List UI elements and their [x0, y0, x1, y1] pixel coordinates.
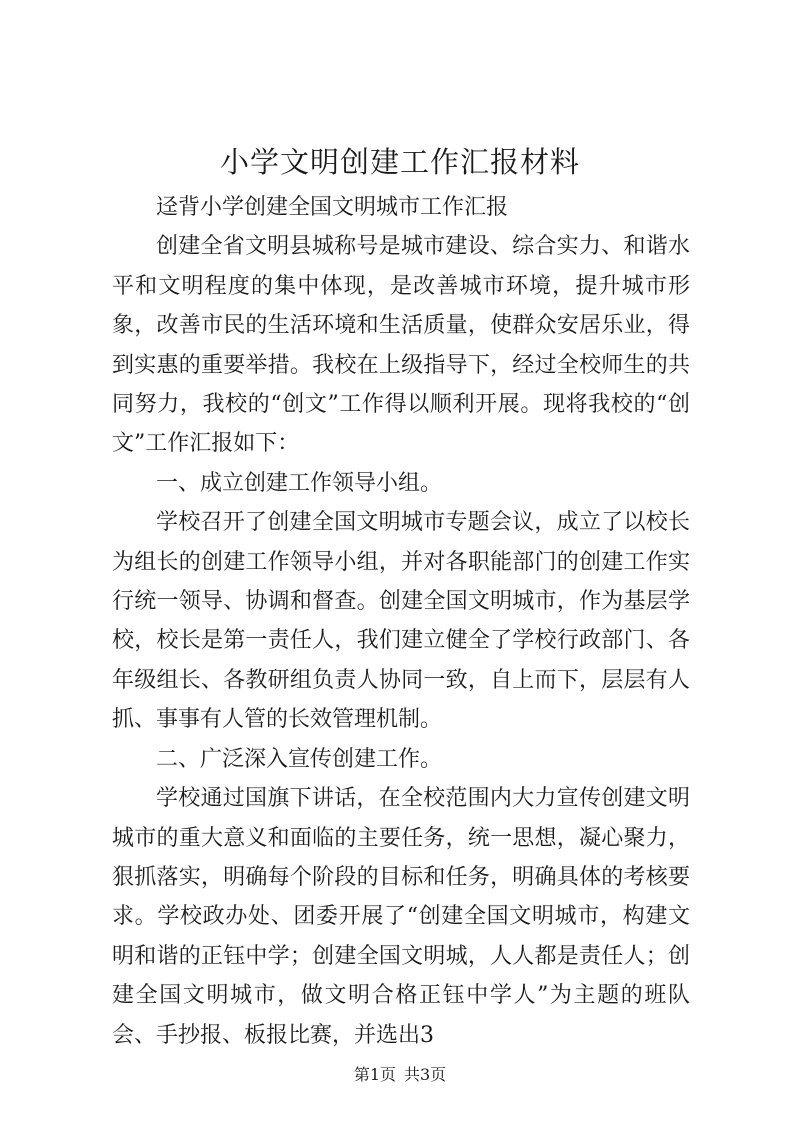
section-paragraph-1: 学校召开了创建全国文明城市专题会议，成立了以校长为组长的创建工作领导小组，并对各职能部门的创建工作实行统一领导、协调和督查。创建全国文明城市，作为基层学校，校长是第一责任人，我们建立健全了学校行政部门、各年级组长、各教研组负责人协同一致，自上而下，层层有人抓、事事有人管的长效管理机制。	[112, 510, 690, 733]
document-title: 小学文明创建工作汇报材料	[219, 145, 580, 179]
section-paragraph-2: 学校通过国旗下讲话，在全校范围内大力宣传创建文明城市的重大意义和面临的主要任务，统一思想，凝心聚力，狠抓落实，明确每个阶段的目标和任务，明确具体的考核要求。学校政办处、团委开展了“创建全国文明城市，构建文明和谐的正钰中学；创建全国文明城，人人都是责任人；创建全国文明城市，做文明合格正钰中学人”为主题的班队会、手抄报、板报比赛，并选出3	[112, 786, 690, 1048]
section-heading-1: 一、成立创建工作领导小组。	[156, 470, 443, 496]
section-heading-2: 二、广泛深入宣传创建工作。	[156, 746, 443, 772]
page-total: 共3页	[404, 1065, 447, 1084]
intro-paragraph: 创建全省文明县城称号是城市建设、综合实力、和谐水平和文明程度的集中体现，是改善城市环境，提升城市形象，改善市民的生活环境和生活质量，使群众安居乐业，得到实惠的重要举措。我校在上级指导下，经过全校师生的共同努力，我校的“创文”工作得以顺利开展。现将我校的“创文”工作汇报如下：	[112, 234, 690, 457]
subtitle-paragraph: 迳背小学创建全国文明城市工作汇报	[156, 195, 509, 220]
page-number: 第1页	[353, 1065, 396, 1084]
page-footer	[0, 1064, 800, 1086]
document-body	[112, 188, 690, 1055]
